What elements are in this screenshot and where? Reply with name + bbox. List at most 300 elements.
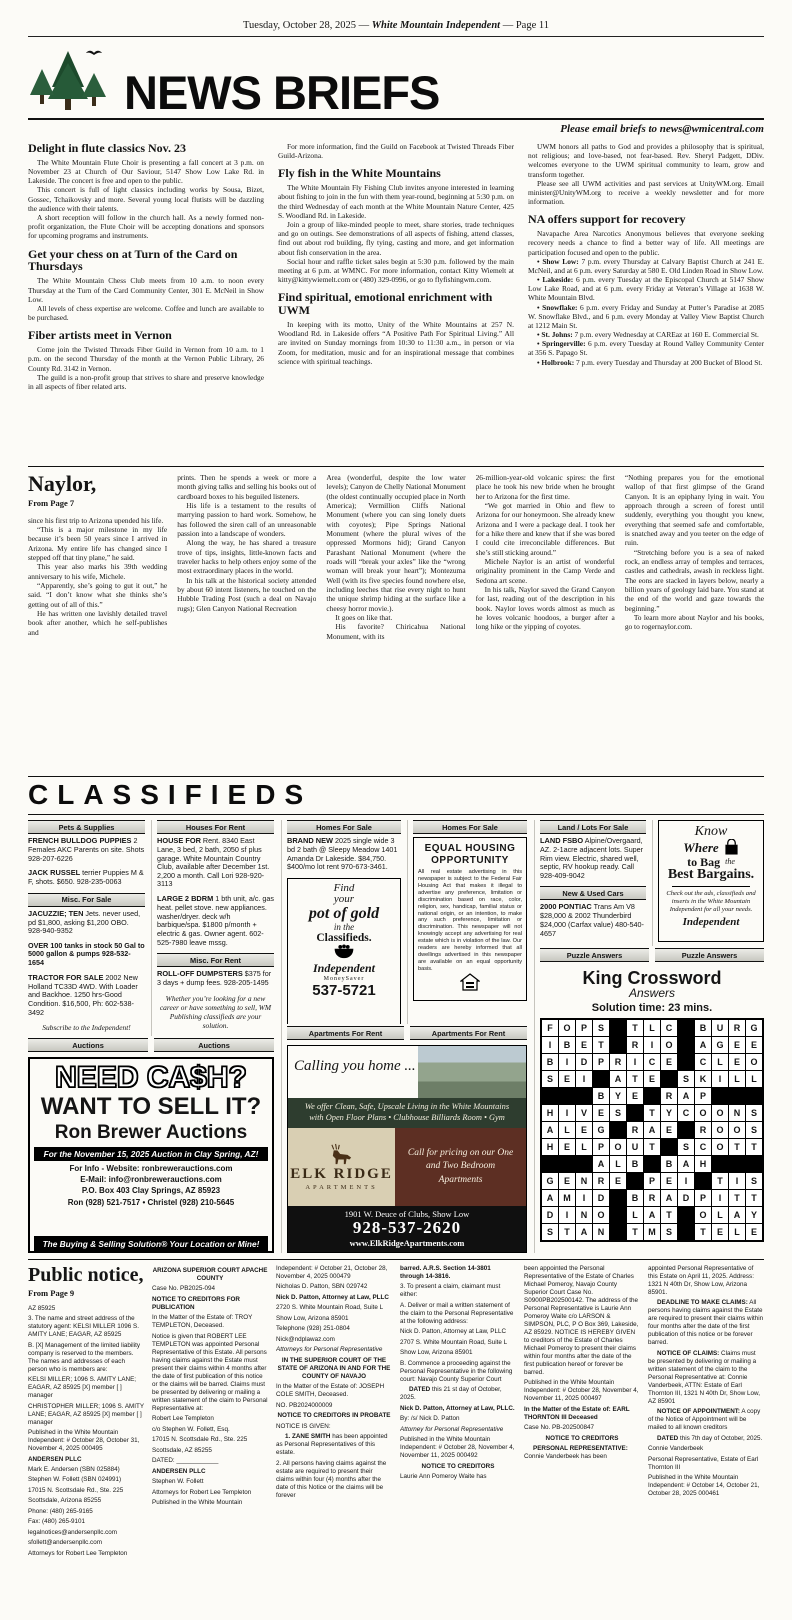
crossword-letter-cell: N bbox=[729, 1105, 745, 1121]
article-paragraph: 3. To present a claim, claimant must either: bbox=[400, 1283, 501, 1299]
article-paragraph: His favorite? Chiricahua National Monument, with its bbox=[326, 622, 466, 641]
crossword-letter-cell: L bbox=[576, 1139, 592, 1155]
classifieds-phone-number: 537-5721 bbox=[312, 982, 376, 1000]
classified-ad: 2000 PONTIAC Trans Am V8 $28,000 & 2002 Thunderbird $24,000 (Carfax value) 480-540-4657 bbox=[540, 902, 644, 938]
crossword-black-cell bbox=[712, 1156, 728, 1172]
crossword-black-cell bbox=[678, 1054, 694, 1070]
crossword-letter-cell: S bbox=[678, 1139, 694, 1155]
pot-of-gold-text-line: Find bbox=[333, 881, 355, 894]
article-paragraph: By: /s/ Nick D. Patton bbox=[400, 1415, 460, 1423]
crossword-letter-cell: A bbox=[678, 1156, 694, 1172]
crossword-letter-cell: A bbox=[695, 1037, 711, 1053]
article-paragraph: Robert Lee Templeton bbox=[152, 1415, 214, 1423]
king-brand: King bbox=[582, 968, 623, 988]
crossword-letter-cell: I bbox=[644, 1037, 660, 1053]
crossword-letter-cell: O bbox=[712, 1139, 728, 1155]
auction-email: E-Mail: info@ronbrewerauctions.com bbox=[80, 1175, 222, 1185]
crossword-letter-cell: A bbox=[542, 1190, 558, 1206]
crossword-letter-cell: A bbox=[644, 1207, 660, 1223]
crossword-letter-cell: C bbox=[678, 1105, 694, 1121]
article-headline: Delight in flute classics Nov. 23 bbox=[28, 142, 186, 155]
article-paragraph: “This is a major milestone in my life because it’s been 50 years since I arrived in Arizona. My entire life has changed since I stepped off that tiny plane,” he said. bbox=[28, 525, 168, 563]
article-paragraph: Nick@ndplawaz.com bbox=[276, 1335, 335, 1343]
article-paragraph: Area (wonderful, despite the low water levels); Canyon de Chelly National Monument (the oldest continually occupied place in North America); Vermillion Cliffs National Monument (where you can sing lonely duets with coyotes); Pipe Springs National Monument (where the plural wives of the oppressed Mormons hid); Grand Canyon Parashant National Monument (where the roads will “break your axles” like the “wrong woman will break your heart”); Montezuma Well (with its five species found nowhere else, including leeches that rise every night to hunt the unique shrimp hiding at the surface like a cheesy horror movie.). bbox=[326, 473, 466, 613]
dateline-paper-name: White Mountain Independent bbox=[371, 20, 501, 31]
classified-column-homes-1 bbox=[287, 820, 401, 1024]
article-paragraph: Published in the White Mountain bbox=[152, 1499, 243, 1507]
article-paragraph: appointed Personal Representative of this Estate on April 11, 2025. Address: 1321 N 40th Dr, Show Low, Arizona 85901. bbox=[648, 1265, 754, 1296]
article-paragraph: c/o Stephen W. Follett, Esq. bbox=[152, 1425, 230, 1433]
crossword-letter-cell: P bbox=[576, 1020, 592, 1036]
crossword-black-cell bbox=[610, 1224, 626, 1240]
need-cash-headline: NEED CA$H? bbox=[55, 1061, 247, 1094]
article-paragraph: The guild is a non-profit group that strives to share and preserve knowledge in all aspects of fiber related arts. bbox=[28, 372, 264, 391]
equal-housing-title-1: EQUAL HOUSING bbox=[424, 843, 516, 854]
classifieds-group-cd bbox=[281, 820, 527, 1253]
article-paragraph: Personal Representative, Estate of Earl Thornton III bbox=[648, 1455, 759, 1471]
public-notice-from-page: From Page 9 bbox=[28, 1288, 75, 1298]
crossword-letter-cell: S bbox=[661, 1224, 677, 1240]
crossword-letter-cell: R bbox=[593, 1173, 609, 1189]
classifieds-banner: CLASSIFIEDS bbox=[28, 776, 764, 815]
crossword-letter-cell: M bbox=[559, 1190, 575, 1206]
bargains-the: the bbox=[725, 857, 735, 866]
crossword-letter-cell: E bbox=[644, 1071, 660, 1087]
naylor-column-2 bbox=[177, 473, 316, 769]
crossword-letter-cell: I bbox=[576, 1071, 592, 1087]
elk-ridge-call-for-pricing: Call for pricing on our One and Two Bedroom Apartments bbox=[395, 1128, 526, 1206]
crossword-letter-cell: T bbox=[695, 1224, 711, 1240]
crossword-black-cell bbox=[610, 1207, 626, 1223]
elk-icon bbox=[325, 1143, 359, 1165]
article-paragraph: It goes on like that. bbox=[335, 612, 393, 622]
article-paragraph: This year also marks his 39th wedding anniversary to his wife, Michele. bbox=[28, 562, 168, 581]
crossword-letter-cell: O bbox=[661, 1037, 677, 1053]
king-crossword-answers bbox=[540, 969, 764, 1242]
article-paragraph: In the Matter of the Estate of: EARL THORNTON III Deceased bbox=[524, 1405, 630, 1421]
article-paragraph: “Nothing prepares you for the emotional wallop of that first glimpse of the Grand Canyon. It is an epiphany lying in wait. You approach through a screen of forest until suddenly, everything you thought you knew, everything that seemed safe and comfortable, is snatched away and you teeter on the edge of ruin. bbox=[624, 473, 764, 548]
crossword-letter-cell: I bbox=[712, 1071, 728, 1087]
article-paragraph: Notice is given that ROBERT LEE TEMPLETON was appointed Personal Representative of this Estate. All persons having claims against the Estate must present their claims within 4 months after the date of first publication of this notice or the claims will be barred. Claims must be presented by delivering or mailing a written statement of the claim to Personal Representative at: bbox=[152, 1332, 268, 1412]
classified-column-pets bbox=[28, 820, 145, 1036]
crossword-letter-cell: E bbox=[729, 1037, 745, 1053]
crossword-letter-cell: M bbox=[644, 1224, 660, 1240]
crossword-letter-cell: B bbox=[695, 1020, 711, 1036]
category-bar: Apartments For Rent bbox=[287, 1026, 404, 1040]
article-paragraph: legalnotices@andersenpllc.com bbox=[28, 1528, 117, 1536]
crossword-black-cell bbox=[746, 1088, 762, 1104]
article-paragraph: NOTICE OF CLAIMS: Claims must be presented by delivering or mailing a written statement of the claim to the Personal Representative at: Connie Vanderbeek, ATTN: Estate of Earl Thornton III, 1321 N 40th Dr, Show Low, AZ 85901 bbox=[648, 1349, 761, 1405]
crossword-letter-cell: P bbox=[593, 1139, 609, 1155]
article-headline: Fiber artists meet in Vernon bbox=[28, 328, 172, 343]
article-paragraph: NOTICE OF APPOINTMENT: A copy of the Notice of Appointment will be mailed to all known creditors bbox=[648, 1408, 761, 1432]
article-headline: Fly fish in the White Mountains bbox=[278, 166, 441, 181]
category-bar: Misc. For Rent bbox=[157, 953, 274, 967]
crossword-letter-cell: E bbox=[712, 1224, 728, 1240]
crossword-letter-cell: R bbox=[695, 1122, 711, 1138]
article-paragraph: Published in the White Mountain Independent: # October 28, October 31, November 4, 2025 000495 bbox=[28, 1429, 140, 1453]
article-paragraph: sfollett@andersenpllc.com bbox=[28, 1539, 102, 1547]
elk-ridge-ad bbox=[287, 1045, 527, 1253]
crossword-letter-cell: O bbox=[712, 1122, 728, 1138]
crossword-black-cell bbox=[678, 1224, 694, 1240]
crossword-black-cell bbox=[644, 1156, 660, 1172]
crossword-letter-cell: R bbox=[644, 1190, 660, 1206]
crossword-letter-cell: D bbox=[593, 1190, 609, 1206]
naylor-column-4 bbox=[476, 473, 615, 769]
article-paragraph: Social hour and raffle ticket sales begin at 5:30 p.m. followed by the main meeting at 6 p.m. at WMNC. For more information, contact Kitty Wiemelt at kitty@kittywiemelt.com or (480) 329-0996, or go to flyfishingwm.com. bbox=[278, 256, 514, 285]
article-paragraph: PERSONAL REPRESENTATIVE: Connie Vanderbeek has been bbox=[524, 1445, 628, 1461]
crossword-letter-cell: A bbox=[542, 1122, 558, 1138]
classified-ad: OVER 100 tanks in stock 50 Gal to 5000 gallon & pumps 928-532-1654 bbox=[28, 940, 145, 968]
crossword-letter-cell: T bbox=[627, 1071, 643, 1087]
article-headline: NA offers support for recovery bbox=[528, 212, 686, 227]
auctions-bars bbox=[28, 1038, 274, 1052]
crossword-letter-cell: G bbox=[746, 1020, 762, 1036]
article-paragraph: The White Mountain Chess Club meets from 10 a.m. to noon every Thursday at the Turn of the Card Community Center, 301 E. McNeil in Show Low. bbox=[28, 276, 264, 304]
shopping-bag-icon bbox=[724, 839, 739, 856]
crossword-letter-cell: R bbox=[661, 1088, 677, 1104]
article-paragraph: Show Low, Arizona 85901 bbox=[276, 1314, 349, 1322]
crossword-letter-cell: R bbox=[627, 1037, 643, 1053]
article-paragraph: The White Mountain Flute Choir is presenting a fall concert at 3 p.m. on November 23 at Church of Our Saviour, 5147 Show Low Lake Rd. in Lakeside. The concert is free and open to the public. bbox=[28, 157, 264, 186]
elk-ridge-logo bbox=[288, 1128, 395, 1206]
bargains-know: Know bbox=[694, 824, 728, 839]
crossword-letter-cell: N bbox=[576, 1207, 592, 1223]
naylor-column-1 bbox=[28, 473, 167, 769]
crossword-letter-cell: T bbox=[593, 1037, 609, 1053]
crossword-letter-cell: D bbox=[576, 1054, 592, 1070]
article-paragraph: 17015 N. Scottsdale Rd., Ste. 225 bbox=[152, 1436, 248, 1444]
crossword-letter-cell: A bbox=[678, 1088, 694, 1104]
crossword-letter-cell: I bbox=[559, 1054, 575, 1070]
article-paragraph: Published in the White Mountain Independent: # October 14, October 21, October 28, 2025 000461 bbox=[648, 1474, 760, 1498]
classified-ad: TRACTOR FOR SALE 2002 New Holland TC33D 4WD. With Loader and Backhoe. 1250 hrs-Good Condition. $16,500, Ph: 602-538-3492 bbox=[28, 972, 138, 1017]
moneysaver-logo-text: MoneySaver bbox=[323, 976, 365, 983]
crossword-letter-cell: H bbox=[542, 1139, 558, 1155]
filler-note: Whether you’re looking for a new career or have something to sell, WM Publishing classifieds are your solution. bbox=[159, 993, 272, 1030]
crossword-letter-cell: P bbox=[695, 1190, 711, 1206]
crossword-letter-cell: E bbox=[746, 1224, 762, 1240]
crossword-letter-cell: H bbox=[695, 1156, 711, 1172]
naylor-article-section bbox=[28, 467, 764, 769]
article-paragraph: 17015 N. Scottsdale Rd., Ste. 225 bbox=[28, 1486, 124, 1494]
crossword-letter-cell: I bbox=[729, 1173, 745, 1189]
article-paragraph: NOTICE TO CREDITORS bbox=[545, 1434, 619, 1442]
article-paragraph: Scottsdale, AZ 85255 bbox=[152, 1446, 212, 1454]
puzzle-answers-bars bbox=[540, 948, 764, 962]
article-paragraph: IN THE SUPERIOR COURT OF THE STATE OF ARIZONA IN AND FOR THE COUNTY OF NAVAJO bbox=[277, 1356, 391, 1380]
crossword-letter-cell: T bbox=[746, 1190, 762, 1206]
crossword-letter-cell: T bbox=[729, 1190, 745, 1206]
crossword-letter-cell: S bbox=[678, 1071, 694, 1087]
article-paragraph: Published in the White Mountain Independent: # October 28, November 4, November 11, 2025 000497 bbox=[524, 1379, 639, 1403]
crossword-letter-cell: I bbox=[559, 1105, 575, 1121]
classified-ad: JACK RUSSEL terrier Puppies M & F, shots. $650. 928-235-0063 bbox=[28, 868, 144, 887]
news-column-1 bbox=[28, 142, 264, 460]
bargains-where: Where bbox=[683, 840, 719, 855]
article-paragraph: To learn more about Naylor and his books, go to rogernaylor.com. bbox=[624, 612, 764, 632]
crossword-letter-cell: T bbox=[746, 1139, 762, 1155]
crossword-letter-cell: L bbox=[712, 1207, 728, 1223]
equal-housing-title-2: OPPORTUNITY bbox=[431, 854, 509, 866]
article-paragraph: Come join the Twisted Threads Fiber Guild in Vernon from 10 a.m. to 1 p.m. on the second Thursday of the month at the Vernon Public Library, 26 County Rd. 3142 in Vernon. bbox=[28, 345, 264, 373]
crossword-letter-cell: L bbox=[627, 1207, 643, 1223]
best-bargains-ad bbox=[658, 820, 764, 942]
crossword-letter-cell: A bbox=[661, 1190, 677, 1206]
notice-column-2 bbox=[152, 1265, 268, 1616]
article-paragraph: AZ 85925 bbox=[28, 1304, 56, 1312]
article-paragraph: ANDERSEN PLLC bbox=[28, 1455, 82, 1463]
crossword-grid bbox=[540, 1018, 764, 1242]
category-bar: Apartments For Rent bbox=[410, 1026, 527, 1040]
pot-of-gold-text-line: Classifieds. bbox=[316, 932, 372, 945]
article-paragraph: NOTICE TO CREDITORS IN PROBATE bbox=[277, 1412, 391, 1420]
article-paragraph: • Lakeside: 6 p.m. every Tuesday at the Episcopal Church at 5147 Show Low Lake Road, and at 6 p.m. every Friday at Veteran’s Village at 1638 W. White Mountain Blvd. bbox=[528, 275, 764, 303]
crossword-letter-cell: S bbox=[542, 1224, 558, 1240]
crossword-letter-cell: C bbox=[695, 1139, 711, 1155]
crossword-letter-cell: B bbox=[627, 1156, 643, 1172]
equal-housing-notice bbox=[413, 837, 527, 1001]
crossword-letter-cell: G bbox=[542, 1173, 558, 1189]
crossword-letter-cell: E bbox=[746, 1037, 762, 1053]
want-to-sell-headline: WANT TO SELL IT? bbox=[40, 1093, 262, 1120]
notice-column-4 bbox=[400, 1265, 516, 1616]
crossword-letter-cell: C bbox=[695, 1054, 711, 1070]
classified-ad: BRAND NEW 2025 single wide 3 bd 2 bath @ Sleepy Meadow 1401 Amanda Dr Lakeside. $84,750. $400/mo lot rent 970-673-3461. bbox=[287, 836, 398, 872]
crossword-letter-cell: H bbox=[542, 1105, 558, 1121]
article-paragraph: 2. All persons having claims against the estate are required to present their claims within four (4) months after the date of this Notice or the claims will be forever bbox=[276, 1459, 387, 1499]
apartments-bars bbox=[287, 1026, 527, 1040]
crossword-solution-time: Solution time: 23 mins. bbox=[591, 1002, 713, 1015]
crossword-name: Crossword bbox=[627, 968, 722, 988]
crossword-letter-cell: E bbox=[627, 1088, 643, 1104]
crossword-letter-cell: E bbox=[559, 1071, 575, 1087]
article-paragraph: Attorney for Personal Representative bbox=[400, 1425, 504, 1433]
article-paragraph: Stephen W. Follett bbox=[152, 1478, 204, 1486]
crossword-black-cell bbox=[627, 1105, 643, 1121]
article-paragraph: Phone: (480) 265-9165 bbox=[28, 1507, 93, 1515]
crossword-logotype bbox=[540, 969, 764, 987]
crossword-letter-cell: B bbox=[661, 1156, 677, 1172]
classified-ad: LARGE 2 BDRM 1 bth unit, a/c. gas heat. pellet stove. new appliances. washer/dryer. deck w/h barbique/spa. $1800 p/month + electric & gas. Owner agent. 602-525-7980 leave mssg. bbox=[157, 894, 274, 947]
crossword-letter-cell: I bbox=[627, 1054, 643, 1070]
pot-of-gold-text-line: in the bbox=[333, 921, 355, 932]
crossword-letter-cell: U bbox=[627, 1139, 643, 1155]
category-bar: Land / Lots For Sale bbox=[540, 820, 646, 834]
crossword-black-cell bbox=[729, 1156, 745, 1172]
equal-housing-body: All real estate advertising in this newspaper is subject to the Federal Fair Housing Act that makes it illegal to advertise any preference, limitation or discrimination based on race, color, religion, sex, handicap, familial status or national origin, or an intention, to make any such preference, limitation or discrimination. This newspaper will not knowingly accept any advertising for real estate which is in violation of the law. Our readers are hereby informed that all dwellings advertised in this newspaper are available on an equal opportunity basis. bbox=[418, 869, 522, 972]
crossword-letter-cell: S bbox=[610, 1105, 626, 1121]
crossword-letter-cell: R bbox=[627, 1122, 643, 1138]
crossword-letter-cell: P bbox=[644, 1173, 660, 1189]
elk-ridge-pitch: We offer Clean, Safe, Upscale Living in the White Mountains with Open Floor Plans • Clubhouse Billiards Room • Gym bbox=[288, 1098, 526, 1128]
independent-logo-text: Independent bbox=[312, 961, 375, 976]
crossword-black-cell bbox=[695, 1173, 711, 1189]
article-paragraph: This concert is full of light classics including works by Sousa, Bizet, Gossec, Tchaikovsky and more. Several young local flutists will be dazzling the audience with their talents. bbox=[28, 185, 264, 213]
crossword-letter-cell: V bbox=[576, 1105, 592, 1121]
crossword-letter-cell: O bbox=[593, 1207, 609, 1223]
article-paragraph: 2720 S. White Mountain Road, Suite L bbox=[276, 1304, 384, 1312]
article-paragraph: Join a group of like-minded people to meet, share stories, trade techniques and go on outings. See demonstrations of all aspects of fishing, attend classes, find out about rod building, fly tying, casting and more, and get information about fish conservation in the area. bbox=[278, 219, 514, 257]
crossword-letter-cell: S bbox=[746, 1105, 762, 1121]
crossword-letter-cell: L bbox=[644, 1020, 660, 1036]
crossword-letter-cell: B bbox=[627, 1190, 643, 1206]
crossword-letter-cell: A bbox=[593, 1156, 609, 1172]
article-paragraph: Scottsdale, Arizona 85255 bbox=[28, 1497, 102, 1505]
classified-column-land bbox=[540, 820, 646, 946]
article-paragraph: Independent: # October 21, October 28, November 4, 2025 000479 bbox=[276, 1265, 388, 1280]
classified-ad: ROLL-OFF DUMPSTERS $375 for 3 days + dump fees. 928-205-1495 bbox=[157, 969, 272, 988]
crossword-black-cell bbox=[678, 1207, 694, 1223]
article-paragraph: DATED this 21 st day of October, 2025. bbox=[400, 1386, 502, 1402]
crossword-letter-cell: I bbox=[576, 1190, 592, 1206]
crossword-black-cell bbox=[610, 1190, 626, 1206]
crossword-letter-cell: O bbox=[610, 1139, 626, 1155]
article-paragraph: 26-million-year-old volcanic spires: the first place he took his new bride when he brought her to Arizona for the first time. bbox=[475, 473, 615, 501]
category-bar: New & Used Cars bbox=[540, 886, 646, 900]
article-paragraph: • Springerville: 6 p.m. every Tuesday at Round Valley Community Center at 356 S. Papago St. bbox=[528, 339, 764, 358]
equal-housing-icon bbox=[460, 973, 480, 991]
article-paragraph: B. [X] Management of the limited liability company is reserved to the members. The names and addresses of each person who is members are: bbox=[28, 1341, 140, 1373]
article-paragraph: For more information, find the Guild on Facebook at Twisted Threads Fiber Guild-Arizona. bbox=[278, 142, 514, 161]
classifieds-section bbox=[28, 815, 764, 1253]
crossword-black-cell bbox=[746, 1156, 762, 1172]
crossword-letter-cell: S bbox=[593, 1020, 609, 1036]
crossword-letter-cell: G bbox=[593, 1122, 609, 1138]
crossword-black-cell bbox=[542, 1088, 558, 1104]
classified-ad: FRENCH BULLDOG PUPPIES 2 Females AKC Parents on site. Shots 928-207-6226 bbox=[28, 836, 145, 863]
article-paragraph: Stephen W. Follett (SBN 024991) bbox=[28, 1476, 122, 1484]
crossword-letter-cell: K bbox=[695, 1071, 711, 1087]
crossword-black-cell bbox=[678, 1122, 694, 1138]
public-notice-section bbox=[28, 1260, 764, 1616]
article-paragraph: Telephone (928) 251-0804 bbox=[276, 1325, 350, 1333]
article-paragraph: Nick D. Patton, Attorney at Law, PLLC. bbox=[400, 1404, 515, 1412]
crossword-letter-cell: L bbox=[712, 1054, 728, 1070]
crossword-letter-cell: T bbox=[729, 1139, 745, 1155]
classified-column-bargains bbox=[652, 820, 764, 946]
crossword-letter-cell: O bbox=[746, 1054, 762, 1070]
category-bar: Auctions bbox=[154, 1038, 274, 1052]
crossword-letter-cell: O bbox=[695, 1105, 711, 1121]
crossword-black-cell bbox=[610, 1122, 626, 1138]
article-paragraph: Attorneys for Robert Lee Templeton bbox=[28, 1549, 128, 1557]
article-paragraph: His life is a testament to the results of marrying passion to hard work. Somehow, he has followed the siren call of an unreasonable passion into a landscape of wonders. bbox=[177, 500, 317, 538]
crossword-letter-cell: B bbox=[542, 1054, 558, 1070]
article-paragraph: barred. A.R.S. Section 14-3801 through 14-3816. bbox=[400, 1265, 491, 1280]
crossword-black-cell bbox=[576, 1156, 592, 1172]
crossword-letter-cell: T bbox=[627, 1224, 643, 1240]
classified-column-homes-2 bbox=[407, 820, 527, 1024]
independent-logo-text: Independent bbox=[682, 916, 740, 929]
article-paragraph: Show Low, Arizona 85901 bbox=[400, 1349, 473, 1357]
crossword-letter-cell: E bbox=[576, 1122, 592, 1138]
crossword-letter-cell: I bbox=[542, 1037, 558, 1053]
ron-brewer-auctions-ad bbox=[28, 1057, 274, 1253]
article-paragraph: KELSI MILLER; 1096 S. AMITY LANE; EAGAR, AZ 85925 [X] member [ ] manager bbox=[28, 1376, 137, 1400]
public-notice-title: Public notice, bbox=[28, 1265, 144, 1286]
elk-ridge-website: www.ElkRidgeApartments.com bbox=[349, 1238, 465, 1248]
auction-date-band: For the November 15, 2025 Auction in Clay Spring, AZ! bbox=[34, 1147, 268, 1161]
article-paragraph: ANDERSEN PLLC bbox=[152, 1467, 206, 1475]
article-paragraph: • Snowflake: 6 p.m. every Friday and Sunday at Putter’s Paradise at 2085 W. Snowflake Blvd., and 6 p.m. every Monday at Valley View Baptist Church at 1212 Main St. bbox=[528, 302, 764, 330]
notice-column-3 bbox=[276, 1265, 392, 1616]
filler-note bbox=[540, 944, 646, 946]
masthead-title: NEWS BRIEFS bbox=[124, 66, 440, 120]
crossword-letter-cell: P bbox=[695, 1088, 711, 1104]
naylor-column-3 bbox=[326, 473, 465, 769]
page-dateline bbox=[28, 6, 764, 37]
crossword-letter-cell: E bbox=[576, 1037, 592, 1053]
filler-note: Subscribe to the Independent! bbox=[42, 1023, 131, 1033]
article-paragraph: DATED this 7th day of October, 2025. bbox=[657, 1434, 763, 1442]
crossword-black-cell bbox=[610, 1037, 626, 1053]
homes-for-sale-ads bbox=[287, 820, 401, 872]
elk-ridge-apartments-label: APARTMENTS bbox=[305, 1184, 378, 1192]
crossword-letter-cell: I bbox=[678, 1173, 694, 1189]
article-paragraph: “Apparently, she’s going to gut it out,” he said. “I don’t know what she thinks she’s getting out of all of this.” bbox=[28, 581, 168, 609]
article-paragraph: • Holbrook: 7 p.m. every Tuesday and Thursday at 200 Bucket of Blood St. bbox=[537, 357, 763, 367]
crossword-letter-cell: N bbox=[576, 1173, 592, 1189]
article-paragraph: In the Matter of the Estate of: JOSEPH COLE SMITH, Deceased. bbox=[276, 1383, 385, 1399]
news-column-2 bbox=[278, 142, 514, 460]
elk-ridge-name: ELK RIDGE bbox=[290, 1166, 393, 1183]
crossword-letter-cell: L bbox=[746, 1071, 762, 1087]
crossword-letter-cell: E bbox=[610, 1173, 626, 1189]
crossword-letter-cell: T bbox=[644, 1139, 660, 1155]
crossword-letter-cell: E bbox=[661, 1122, 677, 1138]
crossword-letter-cell: I bbox=[559, 1207, 575, 1223]
dateline-page-number: — Page 11 bbox=[500, 20, 549, 31]
article-paragraph: been appointed the Personal Representative of the Estate of Charles Michael Pomeroy, Navajo County Superior Court Case No. S0900PB202500142. The address of the Personal Representative is Laurie Ann Pomeroy Waite c/o LARSON & SIMPSON, PLC, P O Box 369, Lakeside, AZ 85929. NOTICE IS HEREBY GIVEN to creditors of the Estate of Charles Michael Pomeroy to present their claims within four months after the date of the first publication hereof or forever be barred. bbox=[524, 1265, 639, 1376]
crossword-letter-cell: S bbox=[746, 1173, 762, 1189]
classified-ad: JACUZZIE; TEN Jets. never used, pd $1,800, asking $1,200 OBO. 928-940-9352 bbox=[28, 908, 141, 936]
crossword-letter-cell: D bbox=[542, 1207, 558, 1223]
crossword-black-cell bbox=[576, 1088, 592, 1104]
news-column-3 bbox=[528, 142, 764, 460]
article-paragraph: NO. PB2024000009 bbox=[276, 1401, 333, 1409]
crossword-letter-cell: Y bbox=[661, 1105, 677, 1121]
crossword-letter-cell: E bbox=[559, 1139, 575, 1155]
crossword-letter-cell: L bbox=[729, 1071, 745, 1087]
crossword-letter-cell: T bbox=[712, 1173, 728, 1189]
notice-column-5 bbox=[524, 1265, 640, 1616]
crossword-black-cell bbox=[729, 1088, 745, 1104]
notice-column-1 bbox=[28, 1265, 144, 1616]
auction-address: P.O. Box 403 Clay Springs, AZ 85923 bbox=[81, 1186, 221, 1196]
news-briefs-masthead bbox=[28, 37, 764, 120]
crossword-letter-cell: E bbox=[661, 1054, 677, 1070]
crossword-black-cell bbox=[712, 1088, 728, 1104]
auction-website: For Info - Website: ronbrewerauctions.com bbox=[69, 1164, 233, 1173]
article-paragraph: “Stretching before you is a sea of naked rock, an endless array of temples and terraces, castles and cathedrals, awash in reckless light. The eons are stacked in layers below, nearly a billion years of geology laid bare. You stand at the end of the world and gaze towards the beginning.” bbox=[624, 547, 764, 613]
crossword-letter-cell: E bbox=[661, 1173, 677, 1189]
crossword-letter-cell: S bbox=[542, 1071, 558, 1087]
article-paragraph: DEADLINE TO MAKE CLAIMS: All persons having claims against the Estate are required to present their claims within four months after the date of the first publication of this notice or be forever barred. bbox=[648, 1299, 764, 1347]
dateline-date: Tuesday, October 28, 2025 — bbox=[243, 20, 372, 31]
pine-trees-logo bbox=[28, 47, 112, 113]
article-paragraph: Case No. PB-202500847 bbox=[524, 1424, 595, 1432]
article-paragraph: Attorneys for Personal Representative bbox=[276, 1346, 383, 1354]
category-bar: Pets & Supplies bbox=[28, 820, 145, 834]
crossword-letter-cell: L bbox=[559, 1122, 575, 1138]
pot-of-gold-ad bbox=[287, 878, 401, 1024]
crossword-letter-cell: F bbox=[542, 1020, 558, 1036]
crossword-black-cell bbox=[661, 1139, 677, 1155]
article-paragraph: A short reception will follow in the church hall. As a newly formed non-profit organization, the Flute Choir will be accepting donations and sponsors for upcoming programs and instruments. bbox=[28, 212, 264, 241]
auction-company-name: Ron Brewer Auctions bbox=[54, 1122, 248, 1143]
